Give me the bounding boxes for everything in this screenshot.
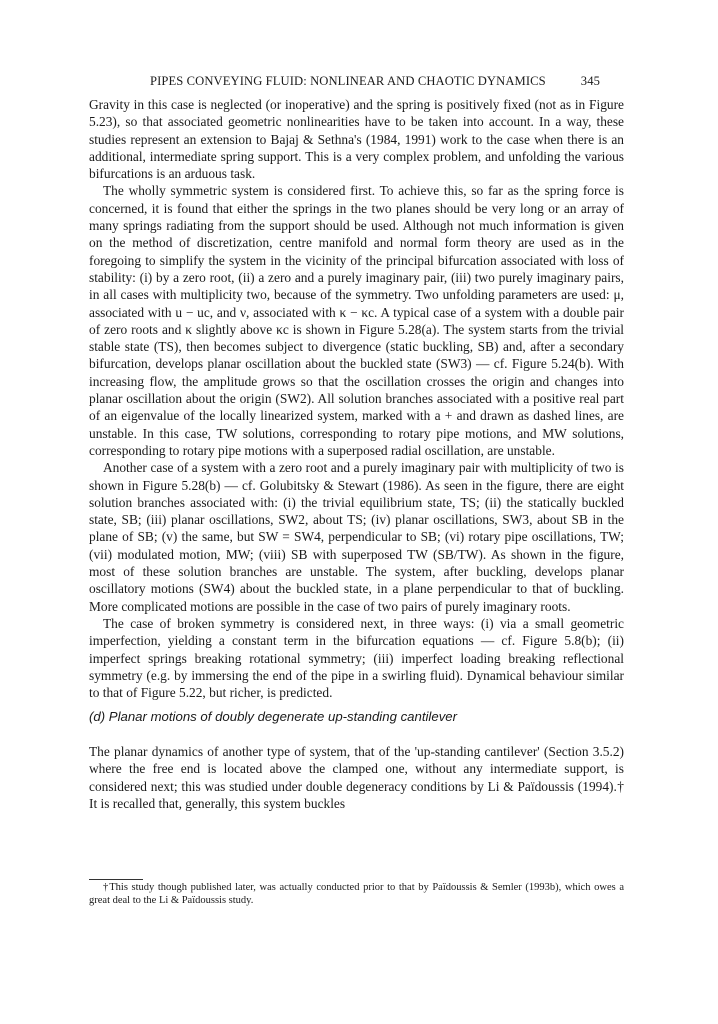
paragraph-5: The planar dynamics of another type of system, that of the 'up-standing cantilever' (Section 3.5.2) where the free end is located above the clamped one, without any intermediate support, is considered next; this was studied under double degeneracy conditions by Li & Païdoussis (1994).† It is recalled that, generally, this system buckles [89,744,624,811]
footnote-rule [89,879,143,880]
footnote [89,882,624,907]
body-text-upper [89,96,624,701]
footnote-text: †This study though published later, was actually conducted prior to that by Païdoussis & Semler (1993b), which owes a great deal to the Li & Païdoussis study. [89,882,624,906]
subsection-heading: (d) Planar motions of doubly degenerate up-standing cantilever [89,709,458,724]
paragraph-2: The wholly symmetric system is considered first. To achieve this, so far as the spring force is concerned, it is found that either the springs in the two planes should be very long or an array of many springs radiating from the support should be used. Although not much information is given on the method of discretization, centre manifold and normal form theory are used as in the foregoing to simplify the system in the vicinity of the principal bifurcation associated with loss of stability: (i) by a zero root, (ii) a zero and a purely imaginary pair, (iii) two purely imaginary pairs, in all cases with multiplicity two, because of the symmetry. Two unfolding parameters are used: μ, associated with u − uc, and ν, associated with κ − κc. A typical case of a system with a double pair of zero roots and κ slightly above κc is shown in Figure 5.28(a). The system starts from the trivial stable state (TS), then becomes subject to divergence (static buckling, SB) and, after a secondary bifurcation, develops planar oscillation about the buckled state (SW3) — cf. Figure 5.24(b). With increasing flow, the amplitude grows so that the oscillation crosses the origin and changes into planar oscillation about the origin (SW2). All solution branches associated with a positive real part of an eigenvalue of the locally linearized system, marked with a + and drawn as dashed lines, are unstable. In this case, TW solutions, corresponding to rotary pipe motions, and MW solutions, corresponding to rotary pipe motions with a superposed radial oscillation, are unstable. [89,183,624,458]
paragraph-3: Another case of a system with a zero root and a purely imaginary pair with multiplicity of two is shown in Figure 5.28(b) — cf. Golubitsky & Stewart (1986). As seen in the figure, there are eight solution branches associated with: (i) the trivial equilibrium state, TS; (ii) the statically buckled state, SB; (iii) planar oscillations, SW2, about TS; (iv) planar oscillations, SW3, about SB in the plane of SB; (v) the same, but SW = SW4, perpendicular to SB; (vi) rotary pipe oscillations, TW; (vii) modulated motion, MW; (viii) SB with superposed TW (SB/TW). As shown in the figure, most of these solution branches are unstable. The system, after buckling, develops planar oscillatory motions (SW4) about the buckled state, in a plane perpendicular to that of buckling. More complicated motions are possible in the case of two pairs of purely imaginary roots. [89,460,624,614]
body-text-lower [89,743,624,812]
paragraph-4: The case of broken symmetry is considered next, in three ways: (i) via a small geometric imperfection, yielding a constant term in the bifurcation equations — cf. Figure 5.8(b); (ii) imperfect springs breaking rotational symmetry; (iii) imperfect loading breaking reflectional symmetry (e.g. by immersing the end of the pipe in a swirling fluid). Dynamical behaviour similar to that of Figure 5.22, but richer, is predicted. [89,615,624,701]
running-header [150,74,600,89]
running-title: PIPES CONVEYING FLUID: NONLINEAR AND CHAOTIC DYNAMICS [150,74,546,88]
page-number: 345 [580,74,600,88]
paragraph-1: Gravity in this case is neglected (or inoperative) and the spring is positively fixed (not as in Figure 5.23), so that associated geometric nonlinearities have to be taken into account. In a way, these studies represent an extension to Bajaj & Sethna's (1984, 1991) work to the case when there is an additional, intermediate spring support. This is a very complex problem, and unfolding the various bifurcations is an arduous task. [89,97,624,182]
